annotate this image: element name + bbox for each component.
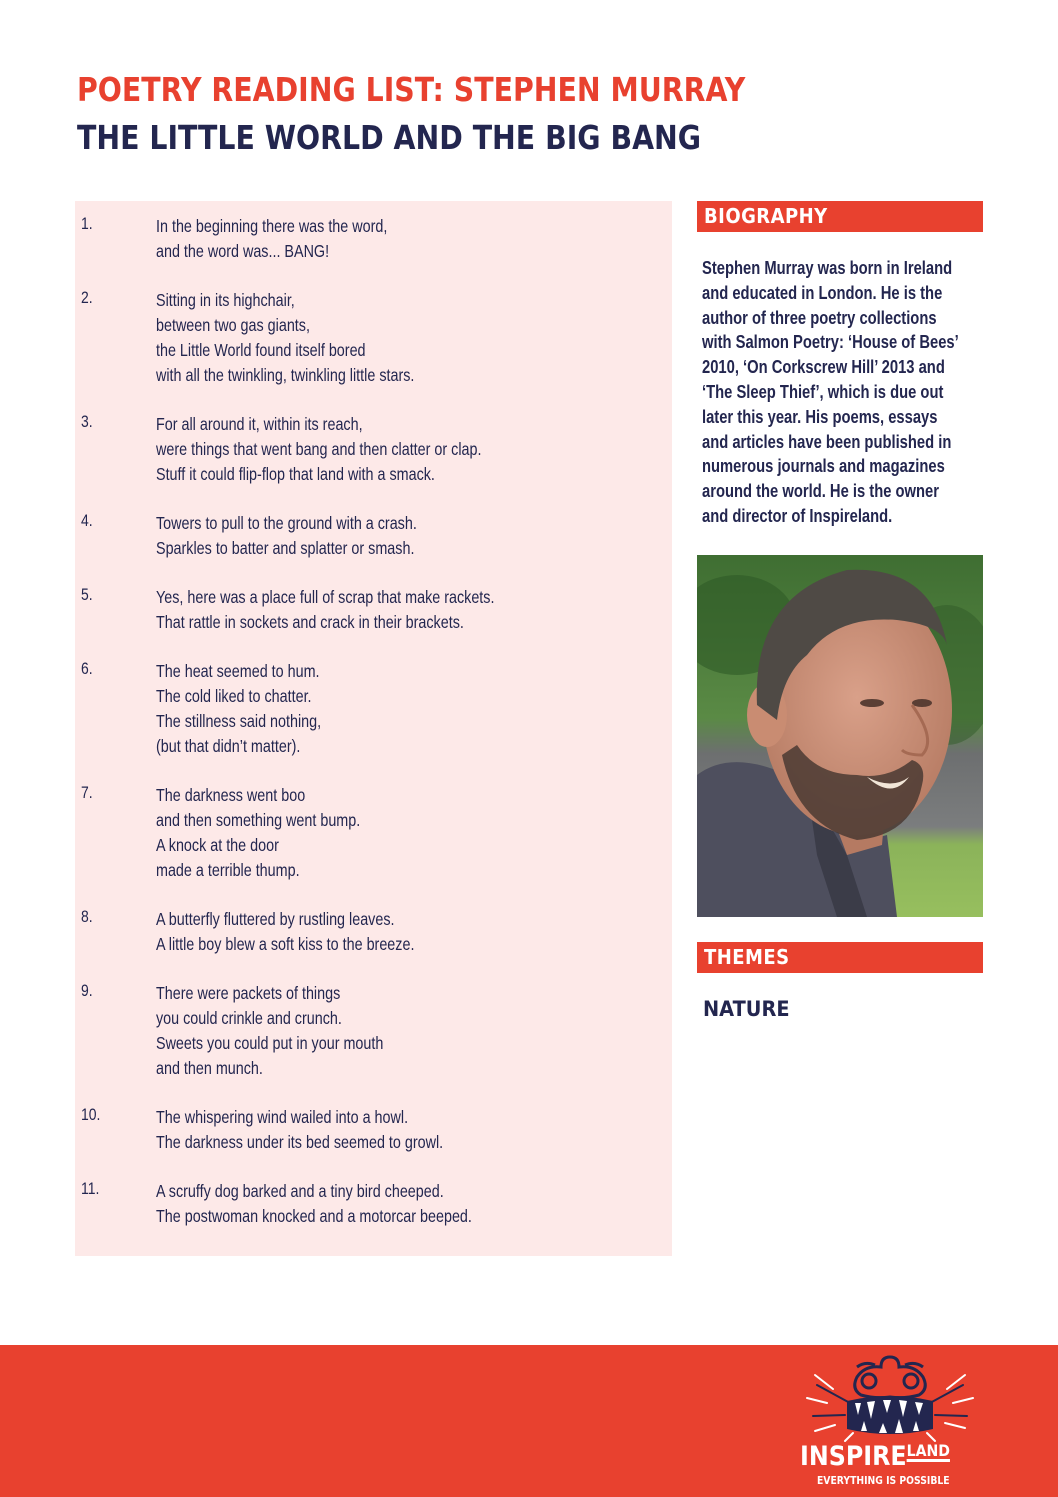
- poem-panel: [75, 201, 672, 1256]
- stanza-lines: [156, 288, 471, 388]
- biography-line: ‘The Sleep Thief’, which is due out: [702, 381, 944, 402]
- stanza-lines: [156, 412, 553, 487]
- biography-heading-bar: [697, 201, 983, 232]
- poem-line: A little boy blew a soft kiss to the breeze.: [156, 934, 415, 954]
- poem-line: The postwoman knocked and a motorcar beeped.: [156, 1206, 472, 1226]
- biography-text: [702, 256, 973, 529]
- poem-line: The cold liked to chatter.: [156, 686, 312, 706]
- poem-line: There were packets of things: [156, 983, 341, 1003]
- biography-line: Stephen Murray was born in Ireland: [702, 258, 953, 278]
- poem-line: A knock at the door: [156, 835, 279, 855]
- stanza-lines: [156, 981, 433, 1081]
- footer: [0, 1345, 1058, 1497]
- stanza-lines: [156, 1179, 541, 1229]
- stanza-lines: [156, 511, 474, 561]
- poem-line: made a terrible thump.: [156, 860, 300, 880]
- poem-line: Sitting in its highchair,: [156, 290, 295, 310]
- stanza-number: 3.: [81, 412, 93, 431]
- stanza-lines: [156, 907, 471, 957]
- poem-line: A butterfly fluttered by rustling leaves.: [156, 909, 395, 929]
- poem-line: The whispering wind wailed into a howl.: [156, 1107, 409, 1127]
- stanza-number: 7.: [81, 783, 93, 802]
- poem-line: Sparkles to batter and splatter or smash.: [156, 538, 415, 558]
- biography-line: around the world. He is the owner: [702, 481, 940, 502]
- page-title: POETRY READING LIST: STEPHEN MURRAY: [77, 70, 746, 109]
- poem-line: Sweets you could put in your mouth: [156, 1033, 384, 1053]
- logo-wordmark-main: INSPIRE: [800, 1441, 907, 1472]
- poem-line: Towers to pull to the ground with a crash.: [156, 513, 417, 533]
- stanza-number: 8.: [81, 907, 93, 926]
- logo-tagline: EVERYTHING IS POSSIBLE: [817, 1475, 950, 1487]
- poem-line: the Little World found itself bored: [156, 340, 366, 360]
- author-photo: [697, 555, 983, 917]
- poem-line: The stillness said nothing,: [156, 711, 322, 731]
- stanza-number: 2.: [81, 288, 93, 307]
- logo-wordmark-small: LAND: [906, 1441, 950, 1460]
- poem-line: between two gas giants,: [156, 315, 310, 335]
- monster-face-icon: [795, 1353, 985, 1443]
- stanza-number: 1.: [81, 214, 93, 233]
- stanza-number: 5.: [81, 585, 93, 604]
- inspireland-logo: [795, 1353, 985, 1493]
- poem-line: For all around it, within its reach,: [156, 414, 363, 434]
- poem-line: were things that went bang and then clatter or clap.: [156, 439, 482, 459]
- stanza-number: 4.: [81, 511, 93, 530]
- biography-line: and director of Inspireland.: [702, 505, 893, 526]
- poem-line: In the beginning there was the word,: [156, 216, 388, 236]
- stanza-number: 11.: [81, 1179, 100, 1198]
- stanza-number: 10.: [81, 1105, 101, 1124]
- themes-heading-bar: [697, 942, 983, 973]
- stanza-lines: [156, 1105, 506, 1155]
- author-portrait-image: [697, 555, 983, 917]
- biography-line: with Salmon Poetry: ‘House of Bees’: [702, 332, 959, 353]
- biography-line: and articles have been published in: [702, 431, 952, 452]
- poem-title: THE LITTLE WORLD AND THE BIG BANG: [77, 118, 702, 157]
- biography-heading: BIOGRAPHY: [704, 204, 828, 228]
- poem-line: you could crinkle and crunch.: [156, 1008, 342, 1028]
- stanza-lines: [156, 783, 405, 883]
- theme-nature: NATURE: [703, 997, 790, 1021]
- poem-line: The darkness went boo: [156, 785, 306, 805]
- biography-line: numerous journals and magazines: [702, 456, 945, 477]
- poem-line: (but that didn’t matter).: [156, 736, 301, 756]
- biography-line: and educated in London. He is the: [702, 282, 943, 303]
- poem-line: The darkness under its bed seemed to growl.: [156, 1132, 444, 1152]
- poem-line: and then something went bump.: [156, 810, 361, 830]
- poem-line: A scruffy dog barked and a tiny bird cheeped.: [156, 1181, 444, 1201]
- themes-heading: THEMES: [704, 945, 790, 969]
- poem-line: The heat seemed to hum.: [156, 661, 320, 681]
- stanza-lines: [156, 214, 438, 264]
- poem-line: Stuff it could flip-flop that land with a smack.: [156, 464, 435, 484]
- poem-line: and the word was... BANG!: [156, 241, 330, 261]
- biography-line: author of three poetry collections: [702, 307, 937, 328]
- stanza-number: 6.: [81, 659, 93, 678]
- poem-line: and then munch.: [156, 1058, 263, 1078]
- biography-line: later this year. His poems, essays: [702, 406, 938, 427]
- poem-line: with all the twinkling, twinkling little stars.: [156, 365, 415, 385]
- poem-line: Yes, here was a place full of scrap that make rackets.: [156, 587, 495, 607]
- biography-line: 2010, ‘On Corkscrew Hill’ 2013 and: [702, 357, 945, 378]
- stanza-number: 9.: [81, 981, 93, 1000]
- stanza-lines: [156, 585, 569, 635]
- logo-wordmark: [800, 1441, 950, 1472]
- stanza-lines: [156, 659, 357, 759]
- poem-line: That rattle in sockets and crack in their brackets.: [156, 612, 464, 632]
